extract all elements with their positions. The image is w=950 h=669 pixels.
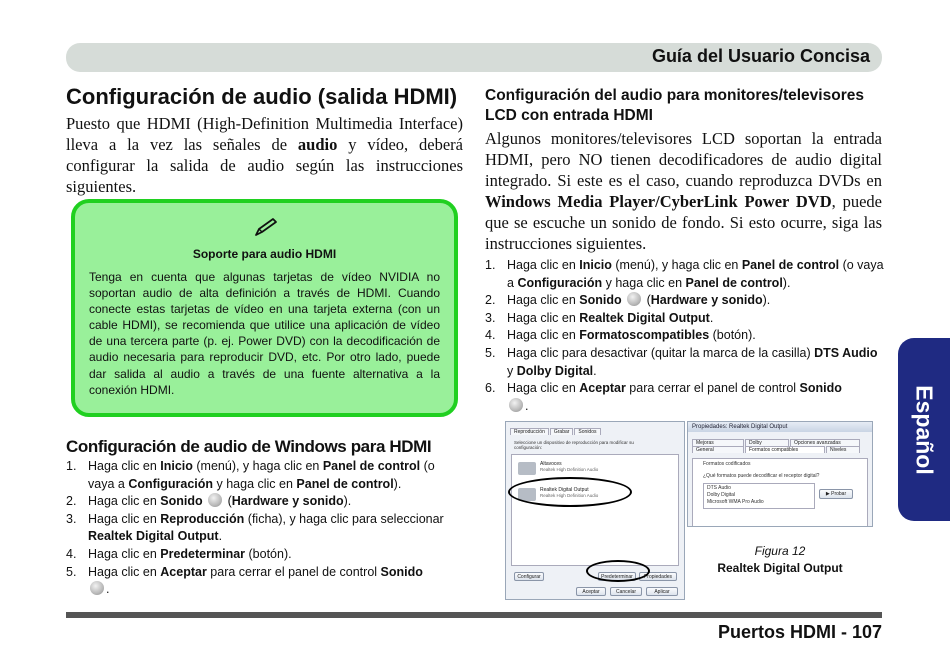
properties-button: Propiedades xyxy=(639,572,677,581)
highlight-oval xyxy=(586,560,650,582)
step-text: Haga clic en xyxy=(88,546,161,561)
step-text: Haga clic en xyxy=(507,310,580,325)
footer-divider xyxy=(66,612,882,618)
properties-window-title: Propiedades: Realtek Digital Output xyxy=(688,422,872,432)
step-number: 4. xyxy=(66,546,77,561)
step-bold: Aceptar xyxy=(160,564,207,579)
step-bold: Sonido xyxy=(160,494,203,509)
device-name: Realtek Digital Output xyxy=(540,487,589,493)
sound-icon xyxy=(90,581,104,595)
step-text: para cerrar el panel de control xyxy=(625,381,800,396)
step-text: Haga clic en xyxy=(507,293,580,308)
sound-icon xyxy=(208,493,222,507)
language-tab xyxy=(898,338,950,521)
step-text: (botón). xyxy=(709,328,756,343)
step-text: (ficha), y haga clic para seleccionar xyxy=(244,511,444,526)
left-intro-bold: audio xyxy=(297,135,338,154)
formats-group-label: Formatos codificados xyxy=(703,461,751,467)
pencil-icon xyxy=(253,216,279,238)
list-item xyxy=(485,310,885,328)
properties-tabs-row2 xyxy=(688,446,872,453)
step-bold: Realtek Digital Output xyxy=(579,310,710,325)
step-text: ). xyxy=(782,275,791,290)
device-list xyxy=(511,454,679,566)
step-text: y haga clic en xyxy=(602,275,686,290)
step-bold: Realtek Digital Output xyxy=(88,529,219,544)
step-text: ( xyxy=(227,494,232,509)
step-text: . xyxy=(525,398,529,413)
step-bold: Formatoscompatibles xyxy=(579,328,710,343)
configure-button: Configurar xyxy=(514,572,544,581)
sound-icon xyxy=(509,398,523,412)
list-item xyxy=(66,493,464,511)
right-intro-bold: Windows Media Player/CyberLink Power DVD xyxy=(485,192,832,211)
device-subtitle: Realtek High Definition Audio xyxy=(540,493,599,498)
step-text: Haga clic en xyxy=(507,258,580,272)
page-footer: Puertos HDMI - 107 xyxy=(717,622,882,642)
formats-list xyxy=(703,483,815,509)
list-item xyxy=(66,511,464,546)
list-item xyxy=(485,327,885,345)
step-bold: Hardware y sonido xyxy=(650,293,763,308)
set-default-button: Predeterminar xyxy=(598,572,636,581)
step-text: para cerrar el panel de control xyxy=(206,564,381,579)
sound-icon xyxy=(627,292,641,306)
format-item: Dolby Digital xyxy=(707,492,736,498)
step-bold: Panel de control xyxy=(322,459,421,473)
tab-sounds: Sonidos xyxy=(574,428,600,435)
step-number: 1. xyxy=(66,459,77,473)
sound-dialog-tabs xyxy=(506,422,684,435)
step-text: y haga clic en xyxy=(213,476,297,491)
list-item xyxy=(485,292,885,310)
tab-levels: Niveles xyxy=(826,446,860,453)
tab-advanced: Opciones avanzadas xyxy=(790,439,860,446)
accept-button: Aceptar xyxy=(576,587,606,596)
step-text: (botón). xyxy=(245,546,292,561)
right-intro-text-end: , puede que se escuche un sonido de fondo. Si esto ocurre, siga las instrucciones siguientes. xyxy=(485,192,882,253)
device-item-speakers xyxy=(518,461,668,477)
cancel-button: Cancelar xyxy=(610,587,642,596)
step-number: 3. xyxy=(66,511,77,526)
step-text: (menú), y haga clic en xyxy=(192,459,323,473)
step-bold: Sonido xyxy=(579,293,622,308)
step-bold: DTS Audio xyxy=(814,345,878,360)
list-item xyxy=(66,564,464,599)
tab-enhancements: Mejoras xyxy=(692,439,744,446)
step-number: 5. xyxy=(485,345,496,360)
tab-playback: Reproducción xyxy=(510,428,549,435)
step-text: Haga clic en xyxy=(88,459,161,473)
tab-recording: Grabar xyxy=(550,428,574,435)
apply-button: Aplicar xyxy=(646,587,678,596)
left-steps xyxy=(66,458,464,599)
figure-title: Realtek Digital Output xyxy=(717,561,843,575)
note-box xyxy=(71,199,458,417)
list-item xyxy=(66,546,464,564)
section-heading-windows: Configuración de audio de Windows para HDMI xyxy=(66,437,432,456)
right-intro xyxy=(485,128,882,254)
step-text: . xyxy=(106,582,110,597)
list-item xyxy=(485,257,885,292)
test-button: ▶ Probar xyxy=(819,489,853,499)
note-title: Soporte para audio HDMI xyxy=(192,247,337,261)
list-item xyxy=(66,458,464,493)
highlight-oval xyxy=(508,477,632,507)
step-number: 1. xyxy=(485,258,496,272)
step-text: Haga clic en xyxy=(88,511,161,526)
step-text: ). xyxy=(393,476,402,491)
step-text: (o vaya a xyxy=(507,258,884,290)
step-number: 2. xyxy=(485,293,496,308)
step-bold: Panel de control xyxy=(685,275,783,290)
step-bold: Dolby Digital xyxy=(516,363,594,378)
step-text: . xyxy=(218,529,223,544)
step-number: 4. xyxy=(485,328,496,343)
step-bold: Configuración xyxy=(128,476,214,491)
language-tab-label: Español xyxy=(911,384,938,475)
properties-dialog-screenshot xyxy=(687,421,873,527)
sound-dialog-screenshot xyxy=(505,421,685,600)
step-text: Haga clic para desactivar (quitar la marca de la casilla) xyxy=(507,345,815,360)
test-button-label: Probar xyxy=(831,491,847,497)
step-text: . xyxy=(709,310,714,325)
step-text: Haga clic en xyxy=(507,328,580,343)
step-bold: Configuración xyxy=(517,275,603,290)
note-body: Tenga en cuenta que algunas tarjetas de vídeo NVIDIA no soportan audio de alta definición a través de HDMI. Cuando conecte estas tarjetas de vídeo en una tarjeta externa (con un cable HDMI), se recomienda que utilice una aplicación de vídeo de una tercera parte (p. ej. Power DVD) con la decodificación de audio necesaria para reproducir DVD, etc. Por otro lado, puede dar salida al audio a través de una fuente alternativa a la conexión HDMI. xyxy=(89,270,440,397)
step-text: . xyxy=(593,363,597,378)
header-bar xyxy=(66,43,882,72)
step-text: y xyxy=(507,363,517,378)
tab-supported-formats: Formatos compatibles xyxy=(745,446,825,453)
step-text: ). xyxy=(343,494,352,509)
formats-question: ¿Qué formatos puede decodificar el receptor digital? xyxy=(703,473,820,479)
device-name: Altavoces xyxy=(540,461,562,467)
step-bold: Hardware y sonido xyxy=(231,494,344,509)
step-text: Haga clic en xyxy=(88,494,161,509)
tab-general: General xyxy=(692,446,744,453)
list-item xyxy=(485,345,885,380)
step-bold: Aceptar xyxy=(579,381,626,396)
step-number: 6. xyxy=(485,381,496,396)
step-number: 5. xyxy=(66,564,77,579)
step-text: Haga clic en xyxy=(88,564,161,579)
formats-panel xyxy=(692,458,868,527)
format-item: DTS Audio xyxy=(707,485,731,491)
step-text: Haga clic en xyxy=(507,381,580,396)
step-bold: Sonido xyxy=(380,564,423,579)
right-steps xyxy=(485,257,885,415)
step-bold: Panel de control xyxy=(741,258,840,272)
properties-tabs-row1 xyxy=(688,432,872,446)
step-number: 3. xyxy=(485,310,496,325)
left-intro xyxy=(66,113,463,197)
left-intro-text-end: y vídeo, deberá configurar la salida de audio según las instrucciones siguientes. xyxy=(66,135,464,196)
device-subtitle: Realtek High Definition Audio xyxy=(540,467,599,472)
step-bold: Inicio xyxy=(160,459,193,473)
step-text: ). xyxy=(762,293,771,308)
header-title: Guía del Usuario Concisa xyxy=(651,46,870,66)
section-heading-lcd: Configuración del audio para monitores/televisores LCD con entrada HDMI xyxy=(485,87,864,124)
step-bold: Sonido xyxy=(799,381,842,396)
right-intro-text: Algunos monitores/televisores LCD soportan la entrada HDMI, pero NO tienen decodificadores de audio digital integrado. Si este es el caso, cuando reproduzca DVDs en xyxy=(485,129,882,190)
figure-number: Figura 12 xyxy=(754,544,806,558)
step-bold: Inicio xyxy=(579,258,612,272)
sound-dialog-instruction: Seleccione un dispositivo de reproducción para modificar su configuración: xyxy=(514,440,634,450)
step-bold: Predeterminar xyxy=(160,546,246,561)
left-intro-text: Puesto que HDMI (High-Definition Multimedia Interface) lleva a la vez las señales de xyxy=(66,114,463,154)
step-text: (o vaya a xyxy=(88,459,435,491)
speaker-icon xyxy=(518,462,536,475)
format-item: Microsoft WMA Pro Audio xyxy=(707,499,764,505)
tab-dolby: Dolby xyxy=(745,439,789,446)
step-bold: Panel de control xyxy=(296,476,394,491)
step-text: (menú), y haga clic en xyxy=(611,258,742,272)
list-item xyxy=(485,380,885,415)
page-heading: Configuración de audio (salida HDMI) xyxy=(66,84,458,109)
step-bold: Reproducción xyxy=(160,511,245,526)
step-number: 2. xyxy=(66,494,77,509)
step-text: ( xyxy=(646,293,651,308)
figure-caption xyxy=(687,543,873,577)
